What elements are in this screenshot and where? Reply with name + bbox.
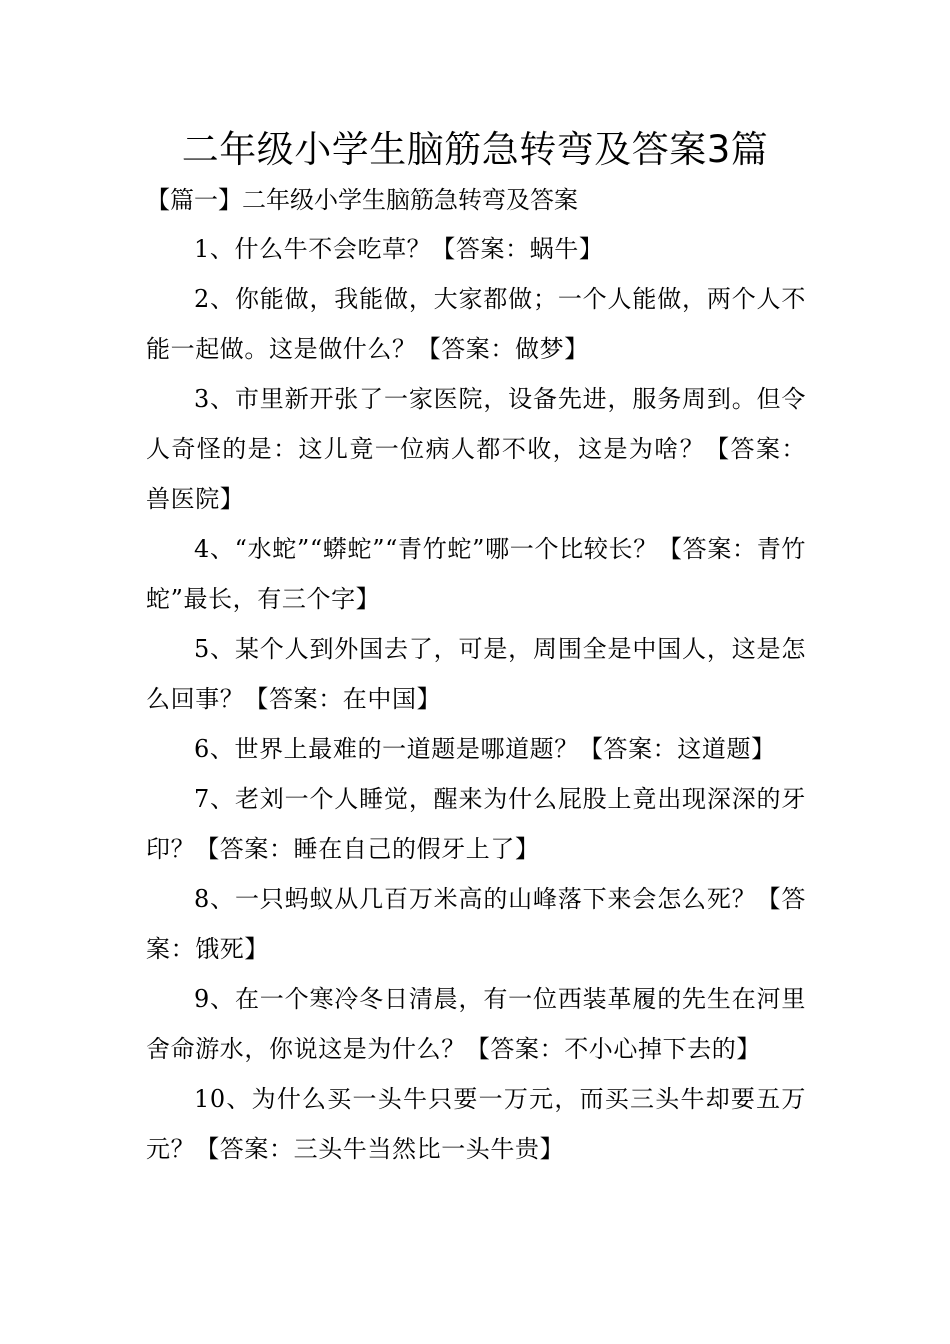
riddle-item-4: 4、“水蛇”“蟒蛇”“青竹蛇”哪一个比较长？【答案：青竹蛇”最长，有三个字】 <box>146 535 806 613</box>
riddle-item-7: 7、老刘一个人睡觉，醒来为什么屁股上竟出现深深的牙印？【答案：睡在自己的假牙上了】 <box>146 785 806 863</box>
riddle-item-5: 5、某个人到外国去了，可是，周围全是中国人，这是怎么回事？【答案：在中国】 <box>146 635 806 713</box>
riddle-item-6: 6、世界上最难的一道题是哪道题？【答案：这道题】 <box>194 735 776 763</box>
section-heading: 【篇一】二年级小学生脑筋急转弯及答案 <box>146 186 578 214</box>
riddle-item-1: 1、什么牛不会吃草？【答案：蜗牛】 <box>194 235 604 263</box>
document-body <box>146 224 806 1174</box>
riddle-item-3: 3、市里新开张了一家医院，设备先进，服务周到。但令人奇怪的是：这儿竟一位病人都不收，这是为啥？【答案：兽医院】 <box>146 385 806 513</box>
riddle-item-9: 9、在一个寒冷冬日清晨，有一位西装革履的先生在河里舍命游水，你说这是为什么？【答案：不小心掉下去的】 <box>146 985 806 1063</box>
riddle-item-8: 8、一只蚂蚁从几百万米高的山峰落下来会怎么死？【答案：饿死】 <box>146 885 806 963</box>
document-title: 二年级小学生脑筋急转弯及答案3篇 <box>181 128 769 171</box>
riddle-item-10: 10、为什么买一头牛只要一万元，而买三头牛却要五万元？【答案：三头牛当然比一头牛贵】 <box>146 1085 806 1163</box>
riddle-item-2: 2、你能做，我能做，大家都做；一个人能做，两个人不能一起做。这是做什么？【答案：做梦】 <box>146 285 806 363</box>
